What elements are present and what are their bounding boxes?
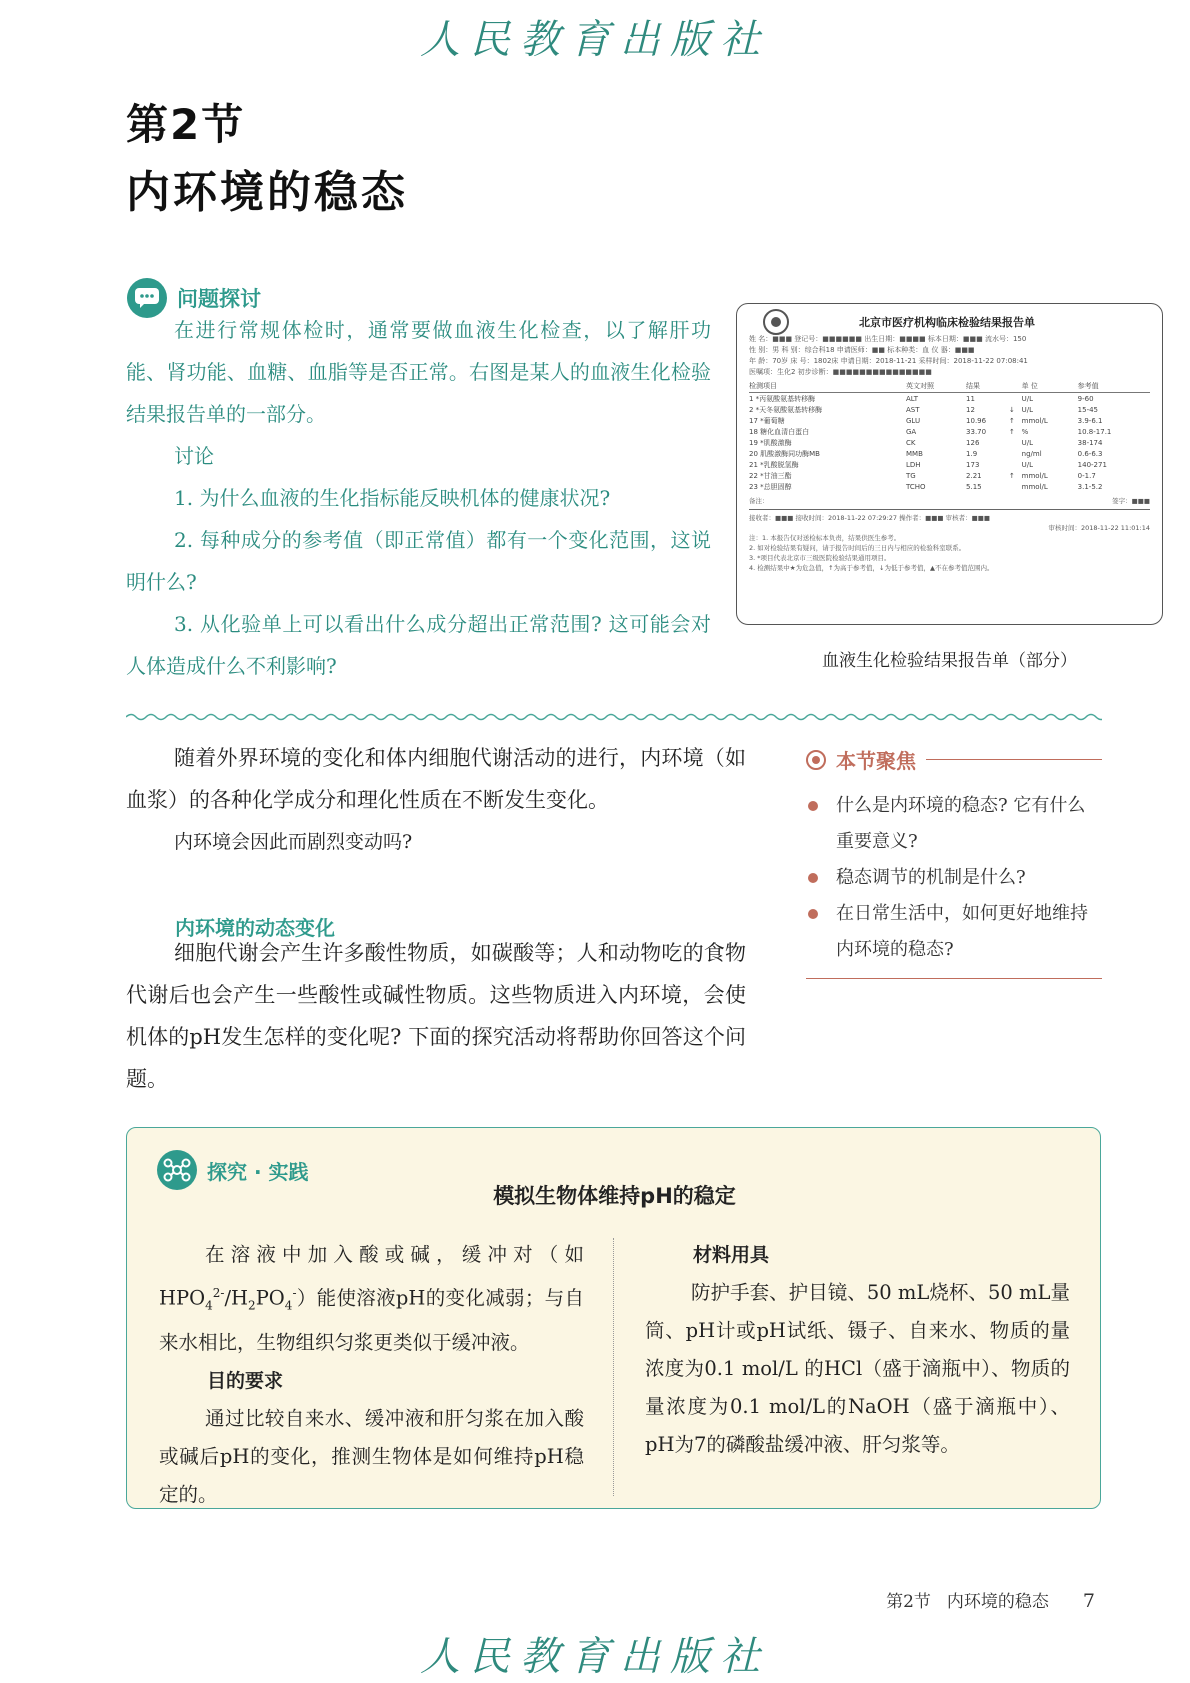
report-header bbox=[1009, 380, 1022, 393]
report-table bbox=[749, 380, 1150, 492]
report-cell: ALT bbox=[905, 394, 918, 403]
report-meta bbox=[749, 334, 1150, 378]
inquiry-practice-box bbox=[126, 1127, 1101, 1509]
report-cell: GLU bbox=[905, 416, 921, 425]
report-cell: 140-271 bbox=[1077, 460, 1107, 469]
report-cell: % bbox=[1021, 427, 1029, 436]
report-cell bbox=[1009, 437, 1022, 448]
report-cell: 2.21 bbox=[966, 471, 982, 480]
subheading: 内环境的动态变化 bbox=[175, 916, 335, 940]
materials-label: 材料用具 bbox=[693, 1244, 770, 1266]
report-cell: 1.9 bbox=[966, 449, 978, 458]
focus-item: 什么是内环境的稳态? 它有什么重要意义? bbox=[806, 788, 1102, 860]
report-title: 北京市医疗机构临床检验结果报告单 bbox=[859, 316, 1035, 329]
report-sign: 签字：■■■ bbox=[1112, 497, 1150, 505]
intro-text: PO bbox=[255, 1286, 285, 1310]
goal-label: 目的要求 bbox=[207, 1370, 284, 1393]
report-row bbox=[749, 448, 1150, 459]
report-cell: 19 *肌酸激酶 bbox=[749, 438, 792, 447]
section-number: 第2节 bbox=[126, 100, 246, 149]
intro-text: ）能使溶液pH的变化减弱；与自来水相比，生物组织匀浆更类似于缓冲液。 bbox=[159, 1286, 584, 1355]
report-row bbox=[749, 459, 1150, 470]
report-row bbox=[749, 426, 1150, 437]
report-row bbox=[749, 404, 1150, 415]
main-body bbox=[126, 932, 746, 1100]
discussion-question-3: 3. 从化验单上可以看出什么成分超出正常范围? 这可能会对人体造成什么不利影响? bbox=[126, 612, 711, 678]
inquiry-left-column bbox=[159, 1236, 584, 1514]
report-cell: 22 *甘油三酯 bbox=[749, 471, 792, 480]
report-cell: TG bbox=[905, 471, 916, 480]
report-cell: mmol/L bbox=[1021, 471, 1048, 480]
report-receive-line: 接收者：■■■ 接收时间：2018-11-22 07:29:27 操作者：■■■ 审核者：■■■ bbox=[749, 514, 991, 522]
hospital-seal-icon bbox=[763, 309, 789, 335]
inquiry-intro bbox=[159, 1236, 584, 1362]
discussion-question-1: 1. 为什么血液的生化指标能反映机体的健康状况? bbox=[174, 486, 611, 510]
report-cell: CK bbox=[905, 438, 916, 447]
report-cell: ↑ bbox=[1009, 416, 1015, 425]
report-cell bbox=[1009, 481, 1022, 492]
section-focus-box bbox=[806, 745, 1102, 979]
footer-title: 内环境的稳态 bbox=[946, 1592, 1049, 1612]
materials-text: 防护手套、护目镜、50 mL烧杯、50 mL量筒、pH计或pH试纸、镊子、自来水、物质的量浓度为0.1 mol/L 的HCl（盛于滴瓶中）、物质的量浓度为0.1 mol/L的NaOH（盛于滴瓶中）、pH为7的磷酸盐缓冲液、肝匀浆等。 bbox=[645, 1281, 1070, 1456]
report-cell: 3.1-5.2 bbox=[1077, 482, 1103, 491]
report-row bbox=[749, 437, 1150, 448]
report-cell: LDH bbox=[905, 460, 921, 469]
publisher-logo-bottom: 人民教育出版社 bbox=[420, 1634, 770, 1680]
report-cell: 15-45 bbox=[1077, 405, 1099, 414]
problem-intro: 在进行常规体检时，通常要做血液生化检查，以了解肝功能、肾功能、血糖、血脂等是否正常。右图是某人的血液生化检验结果报告单的一部分。 bbox=[126, 318, 711, 426]
report-cell: 1 *丙氨酸氨基转移酶 bbox=[749, 394, 816, 403]
inquiry-right-column bbox=[645, 1236, 1070, 1464]
publisher-logo-top: 人民教育出版社 bbox=[420, 17, 770, 63]
discussion-label: 讨论 bbox=[174, 444, 214, 468]
inquiry-label: 探究 · 实践 bbox=[207, 1159, 309, 1184]
report-review-time: 审核时间：2018-11-22 11:01:14 bbox=[1048, 524, 1150, 532]
focus-item: 在日常生活中，如何更好地维持内环境的稳态? bbox=[806, 896, 1102, 968]
focus-item: 稳态调节的机制是什么? bbox=[806, 860, 1102, 896]
report-header: 参考值 bbox=[1078, 380, 1150, 393]
report-note: 注：1. 本报告仅对送检标本负责，结果供医生参考。 bbox=[749, 534, 901, 542]
report-row bbox=[749, 481, 1150, 492]
main-question: 内环境会因此而剧烈变动吗? bbox=[174, 831, 413, 853]
report-cell: 18 糖化血清白蛋白 bbox=[749, 427, 810, 436]
report-cell: mmol/L bbox=[1021, 416, 1048, 425]
subscript: 4 bbox=[284, 1298, 293, 1313]
problem-discussion-text bbox=[126, 309, 711, 687]
report-cell: U/L bbox=[1021, 394, 1034, 403]
subscript: 2 bbox=[248, 1298, 256, 1313]
report-remark: 备注： bbox=[749, 497, 769, 505]
column-divider bbox=[613, 1238, 614, 1496]
report-cell: 11 bbox=[966, 394, 975, 403]
problem-discussion-label: 问题探讨 bbox=[177, 287, 261, 311]
discussion-question-2: 2. 每种成分的参考值（即正常值）都有一个变化范围，这说明什么? bbox=[126, 528, 711, 594]
report-cell bbox=[1009, 459, 1022, 470]
subscript: 4 bbox=[205, 1298, 213, 1313]
report-cell: 2 *天冬氨酸氨基转移酶 bbox=[749, 405, 823, 414]
report-cell: ↑ bbox=[1009, 427, 1015, 436]
report-cell: 21 *乳酸脱氢酶 bbox=[749, 460, 799, 469]
report-cell: TCHO bbox=[905, 482, 926, 491]
report-note: 2. 如对检验结果有疑问，请于报告时间后的三日内与相应的检验科室联系。 bbox=[749, 544, 966, 552]
report-cell: 33.70 bbox=[966, 427, 987, 436]
intro-text: 在溶液中加入酸或碱，缓冲对（如HPO bbox=[159, 1243, 584, 1310]
main-paragraph-2: 细胞代谢会产生许多酸性物质，如碳酸等；人和动物吃的食物代谢后也会产生一些酸性或碱性物质。这些物质进入内环境，会使机体的pH发生怎样的变化呢? 下面的探究活动将帮助你回答这个问题。 bbox=[126, 941, 746, 1091]
report-note: 3. *项目代表北京市三级医院检验结果通用项目。 bbox=[749, 554, 891, 562]
report-header: 英文对照 bbox=[906, 380, 966, 393]
report-cell: U/L bbox=[1021, 405, 1034, 414]
page-number: 7 bbox=[1082, 1590, 1095, 1612]
report-meta-line: 年 龄：70岁 床 号：1802床 申请日期：2018-11-21 采样时间：2018-11-22 07:08:41 bbox=[749, 357, 1028, 365]
report-cell bbox=[1009, 393, 1022, 405]
report-header: 结果 bbox=[966, 380, 1009, 393]
superscript: 2- bbox=[212, 1286, 225, 1300]
report-cell: U/L bbox=[1021, 460, 1034, 469]
figure-caption: 血液生化检验结果报告单（部分） bbox=[822, 651, 1077, 671]
main-paragraph-1: 随着外界环境的变化和体内细胞代谢活动的进行，内环境（如血浆）的各种化学成分和理化性质在不断发生变化。 bbox=[126, 746, 746, 812]
report-cell: 126 bbox=[966, 438, 980, 447]
goal-text: 通过比较自来水、缓冲液和肝匀浆在加入酸或碱后pH的变化，推测生物体是如何维持pH稳定的。 bbox=[159, 1407, 584, 1507]
report-note: 4. 检测结果中★为危急值，↑为高于参考值，↓为低于参考值，▲不在参考值范围内。 bbox=[749, 564, 994, 572]
report-cell: 17 *葡萄糖 bbox=[749, 416, 785, 425]
report-footer bbox=[749, 496, 1150, 573]
report-cell: 10.8-17.1 bbox=[1077, 427, 1112, 436]
report-cell: GA bbox=[905, 427, 917, 436]
report-cell: 173 bbox=[966, 460, 980, 469]
report-cell: 9-60 bbox=[1077, 394, 1094, 403]
intro-text: /H bbox=[224, 1286, 249, 1310]
report-row bbox=[749, 393, 1150, 405]
focus-label: 本节聚焦 bbox=[836, 749, 916, 773]
section-title: 内环境的稳态 bbox=[126, 167, 408, 218]
report-cell: ng/ml bbox=[1021, 449, 1042, 458]
report-header: 单 位 bbox=[1022, 380, 1078, 393]
report-meta-line: 医嘱项：生化2 初步诊断：■■■■■■■■■■■■■■■ bbox=[749, 368, 932, 376]
report-cell: MMB bbox=[905, 449, 923, 458]
report-row bbox=[749, 470, 1150, 481]
report-cell: 12 bbox=[966, 405, 975, 414]
report-cell: 0-1.7 bbox=[1077, 471, 1096, 480]
report-cell: 20 肌酸激酶同功酶MB bbox=[749, 449, 820, 458]
inquiry-title: 模拟生物体维持pH的稳定 bbox=[493, 1184, 736, 1208]
report-meta-line: 性 别：男 科 别：综合科18 申请医师：■■ 标本种类：血 仪 器：■■■ bbox=[749, 346, 975, 354]
superscript: - bbox=[292, 1286, 297, 1300]
report-cell: 5.15 bbox=[966, 482, 982, 491]
report-row bbox=[749, 415, 1150, 426]
report-cell: 38-174 bbox=[1077, 438, 1103, 447]
focus-rule bbox=[806, 978, 1102, 979]
footer-section: 第2节 bbox=[886, 1592, 931, 1612]
report-cell: mmol/L bbox=[1021, 482, 1048, 491]
wavy-divider bbox=[126, 712, 1102, 722]
report-cell: 23 *总胆固醇 bbox=[749, 482, 792, 491]
focus-rule bbox=[926, 759, 1102, 760]
report-cell bbox=[1009, 448, 1022, 459]
blood-test-report-figure bbox=[736, 303, 1163, 625]
main-intro bbox=[126, 737, 746, 863]
report-cell: AST bbox=[905, 405, 920, 414]
report-cell: ↓ bbox=[1009, 405, 1015, 414]
report-cell: ↑ bbox=[1009, 471, 1015, 480]
report-header: 检测项目 bbox=[749, 380, 906, 393]
report-meta-line: 姓 名：■■■ 登记号：■■■■■■ 出生日期：■■■■ 标本日期：■■■ 流水号：150 bbox=[749, 335, 1027, 343]
report-cell: 10.96 bbox=[966, 416, 987, 425]
target-icon bbox=[806, 750, 826, 770]
report-cell: U/L bbox=[1021, 438, 1034, 447]
report-cell: 0.6-6.3 bbox=[1077, 449, 1103, 458]
page-footer bbox=[886, 1587, 1095, 1612]
report-cell: 3.9-6.1 bbox=[1077, 416, 1103, 425]
